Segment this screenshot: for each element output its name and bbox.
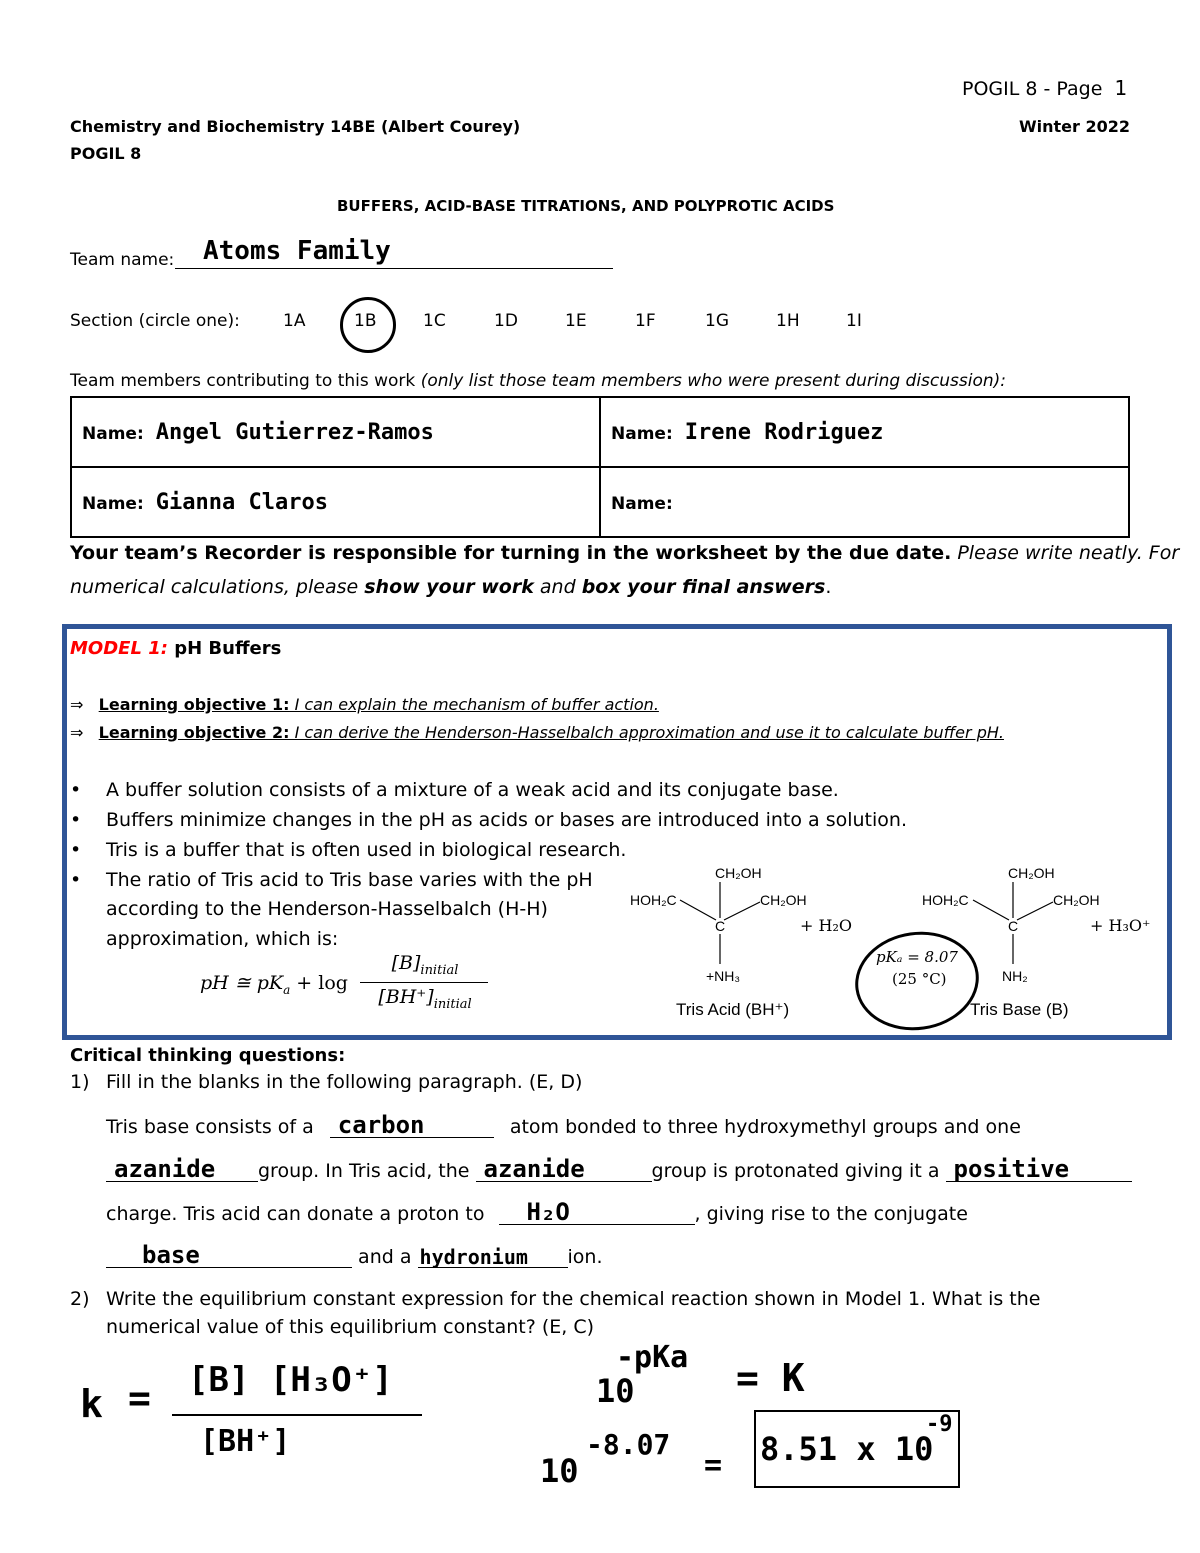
section-option-1c[interactable]: 1C [423,311,446,331]
bullet-4-line-3: approximation, which is: [106,928,339,950]
question-2: 2) Write the equilibrium constant expression for the chemical reaction shown in Model 1. What is the [70,1288,1041,1310]
blank-5[interactable]: H₂O [499,1202,695,1225]
question-1: 1) Fill in the blanks in the following paragraph. (E, D) [70,1071,583,1093]
learning-objective-2: ⇒ Learning objective 2: I can derive the Henderson-Hasselbalch approximation and use it to calculate buffer pH. [70,723,1004,742]
section-option-1a[interactable]: 1A [283,311,306,331]
section-option-1i[interactable]: 1I [846,311,862,331]
tris-acid-label: Tris Acid (BH⁺) [676,1000,790,1019]
section-option-1g[interactable]: 1G [705,311,729,331]
members-table [70,396,1130,538]
members-intro: Team members contributing to this work (only list those team members who were present during discussion): [70,371,1007,391]
instructions-line-2: numerical calculations, please show your work and box your final answers. [70,576,832,598]
q1-line-3: charge. Tris acid can donate a proton to H₂O , giving rise to the conjugate [106,1198,968,1226]
blank-3[interactable]: azanide [476,1159,652,1182]
section-option-1e[interactable]: 1E [565,311,587,331]
blank-6[interactable]: base [106,1245,352,1268]
member-cell-2[interactable]: Name: Irene Rodriguez [600,397,1129,467]
tris-diagram: CH₂OH HOH₂C CH₂OH C +NH₃ + H₂O Tris Acid (BH⁺) CH₂OH HOH₂C CH₂OH C NH₂ + H₃O⁺ Tris Base (B) pKₐ = 8.07 (25 °C) [620,860,1160,1028]
bullet-1: • A buffer solution consists of a mixture of a weak acid and its conjugate base. [70,779,839,801]
arrow-icon: ⇒ [70,723,84,742]
bullet-icon: • [70,839,82,861]
section-option-1d[interactable]: 1D [494,311,518,331]
question-2-line-2: numerical value of this equilibrium constant? (E, C) [106,1316,595,1338]
member-name-2: Irene Rodriguez [684,419,884,445]
arrow-icon: ⇒ [70,695,84,714]
bullet-4: • The ratio of Tris acid to Tris base varies with the pH [70,869,593,891]
blank-1[interactable]: carbon [330,1115,494,1138]
bullet-4-line-2: according to the Henderson-Hasselbalch (H-H) [106,898,548,920]
course-title: Chemistry and Biochemistry 14BE (Albert Courey) [70,117,521,136]
member-cell-1[interactable]: Name: Angel Gutierrez-Ramos [71,397,600,467]
page-number: 1 [1114,76,1128,100]
bullet-icon: • [70,779,82,801]
final-answer-box: 8.51 x 10 -9 [754,1410,960,1488]
blank-4[interactable]: positive [946,1159,1132,1182]
team-name-value: Atoms Family [203,236,391,266]
bullet-3: • Tris is a buffer that is often used in biological research. [70,839,627,861]
member-name-1: Angel Gutierrez-Ramos [155,419,434,445]
blank-7[interactable]: hydronium [418,1245,568,1268]
q1-line-4: base and a hydronium ion. [106,1245,603,1268]
tris-base-label: Tris Base (B) [970,1000,1069,1019]
pogil-label: POGIL 8 [70,144,142,163]
selected-circle [340,297,396,353]
worksheet-title: BUFFERS, ACID-BASE TITRATIONS, AND POLYPROTIC ACIDS [337,197,835,215]
section-label: Section (circle one): [70,311,240,331]
team-name-field[interactable] [175,236,613,269]
model-1-title: MODEL 1: pH Buffers [70,638,282,659]
term: Winter 2022 [1019,117,1131,136]
blank-2[interactable]: azanide [106,1159,258,1182]
instructions-line-1: Your team’s Recorder is responsible for turning in the worksheet by the due date. Please write neatly. For [70,542,1180,564]
learning-objective-1: ⇒ Learning objective 1: I can explain the mechanism of buffer action. [70,695,659,714]
section-option-1h[interactable]: 1H [776,311,800,331]
critical-thinking-heading: Critical thinking questions: [70,1045,346,1066]
section-option-1b[interactable]: 1B [354,311,377,331]
answer-2: k = [B] [H₃O⁺] [BH⁺] 10 -pKa = K 10 -8.07 = 8.51 x 10 -9 [0,0,1200,1553]
member-cell-3[interactable]: Name: Gianna Claros [71,467,600,537]
pka-value: pKₐ = 8.07 [876,948,958,966]
member-name-3: Gianna Claros [155,489,328,515]
member-cell-4[interactable]: Name: [600,467,1129,537]
q1-line-1: Tris base consists of a carbon atom bonded to three hydroxymethyl groups and one [106,1111,1021,1139]
page-number-label: POGIL 8 - Page 1 [962,76,1128,100]
team-name-label: Team name: [70,250,175,270]
bullet-2: • Buffers minimize changes in the pH as acids or bases are introduced into a solution. [70,809,907,831]
q1-line-2: azanide group. In Tris acid, the azanide group is protonated giving it a positive [106,1159,1132,1182]
bullet-icon: • [70,809,82,831]
pka-temp: (25 °C) [892,970,947,988]
bullet-icon: • [70,869,82,891]
section-option-1f[interactable]: 1F [635,311,656,331]
